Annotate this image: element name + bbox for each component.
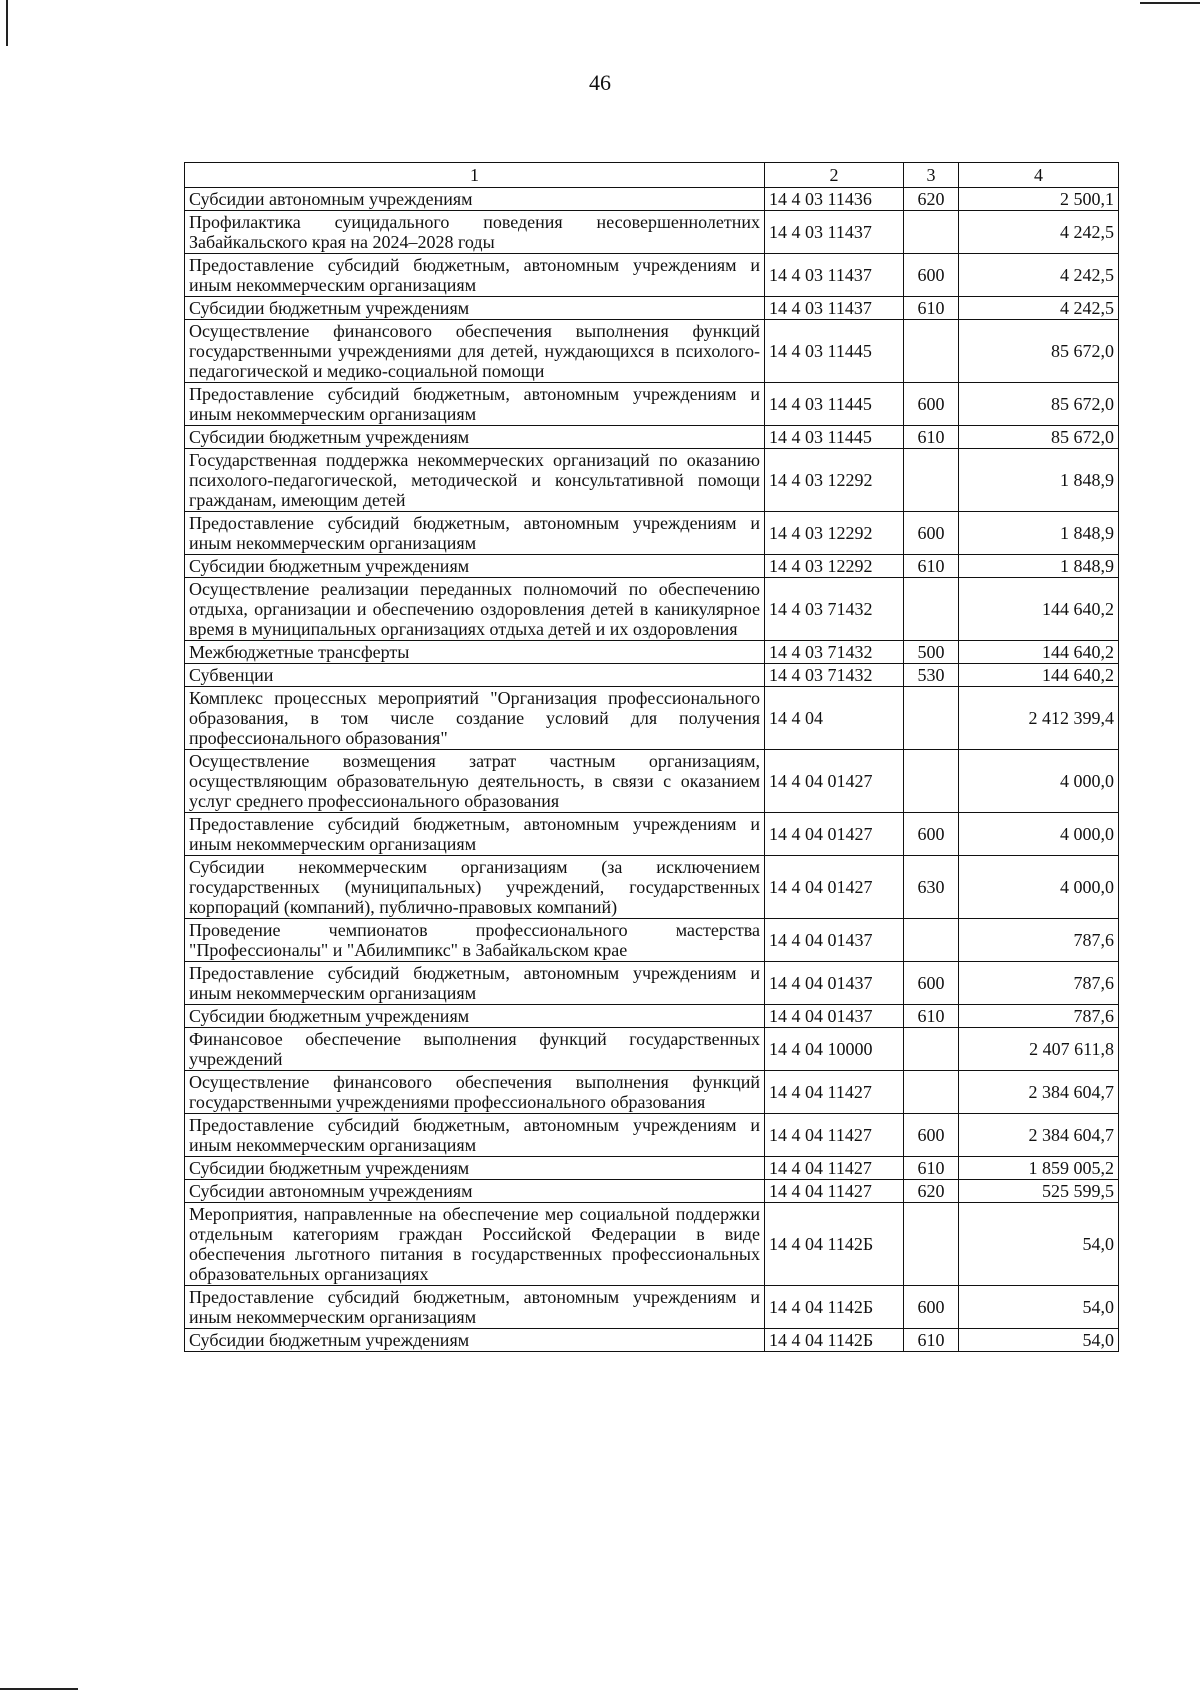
row-code-cell: 14 4 04 01437 — [765, 919, 904, 962]
row-code-cell: 14 4 04 01427 — [765, 813, 904, 856]
row-type-cell: 600 — [904, 254, 959, 297]
row-name-cell: Субсидии бюджетным учреждениям — [185, 1157, 765, 1180]
row-type-cell: 600 — [904, 1114, 959, 1157]
row-amount-cell: 144 640,2 — [959, 578, 1119, 641]
row-name-cell: Осуществление возмещения затрат частным организациям, осуществляющим образовательную деятельность, в связи с оказанием услуг среднего профессионального образования — [185, 750, 765, 813]
row-amount-cell: 144 640,2 — [959, 641, 1119, 664]
table-row — [185, 512, 1119, 555]
row-amount-cell: 2 412 399,4 — [959, 687, 1119, 750]
table-row — [185, 1180, 1119, 1203]
row-code-cell: 14 4 03 11445 — [765, 320, 904, 383]
row-name-cell: Осуществление финансового обеспечения выполнения функций государственными учреждениями для детей, нуждающихся в психолого-педагогической и медико-социальной помощи — [185, 320, 765, 383]
row-amount-cell: 787,6 — [959, 1005, 1119, 1028]
row-code-cell: 14 4 04 01427 — [765, 856, 904, 919]
row-type-cell: 610 — [904, 1005, 959, 1028]
row-name-cell: Государственная поддержка некоммерческих организаций по оказанию психолого-педагогической, методической и консультативной помощи гражданам, имеющим детей — [185, 449, 765, 512]
row-type-cell — [904, 687, 959, 750]
row-type-cell: 610 — [904, 426, 959, 449]
row-type-cell — [904, 449, 959, 512]
table-row — [185, 1286, 1119, 1329]
row-amount-cell: 1 848,9 — [959, 512, 1119, 555]
table-row — [185, 555, 1119, 578]
row-amount-cell: 54,0 — [959, 1286, 1119, 1329]
row-amount-cell: 4 000,0 — [959, 856, 1119, 919]
table-header-row — [185, 163, 1119, 188]
row-amount-cell: 4 242,5 — [959, 254, 1119, 297]
row-name-cell: Субсидии бюджетным учреждениям — [185, 426, 765, 449]
row-type-cell — [904, 1203, 959, 1286]
row-name-cell: Предоставление субсидий бюджетным, автономным учреждениям и иным некоммерческим организациям — [185, 254, 765, 297]
table-row — [185, 1114, 1119, 1157]
table-row — [185, 426, 1119, 449]
table-row — [185, 254, 1119, 297]
row-name-cell: Предоставление субсидий бюджетным, автономным учреждениям и иным некоммерческим организациям — [185, 1286, 765, 1329]
row-type-cell: 500 — [904, 641, 959, 664]
row-name-cell: Предоставление субсидий бюджетным, автономным учреждениям и иным некоммерческим организациям — [185, 813, 765, 856]
row-name-cell: Комплекс процессных мероприятий "Организация профессионального образования, в том числе создание условий для получения профессионального образования" — [185, 687, 765, 750]
table-row — [185, 664, 1119, 687]
row-name-cell: Субсидии автономным учреждениям — [185, 1180, 765, 1203]
row-code-cell: 14 4 03 71432 — [765, 641, 904, 664]
row-code-cell: 14 4 04 11427 — [765, 1114, 904, 1157]
row-type-cell: 530 — [904, 664, 959, 687]
row-amount-cell: 4 000,0 — [959, 750, 1119, 813]
column-header-3: 3 — [904, 163, 959, 188]
row-type-cell: 610 — [904, 1157, 959, 1180]
row-name-cell: Предоставление субсидий бюджетным, автономным учреждениям и иным некоммерческим организациям — [185, 383, 765, 426]
table-row — [185, 1005, 1119, 1028]
table-row — [185, 320, 1119, 383]
table-row — [185, 1071, 1119, 1114]
row-type-cell — [904, 211, 959, 254]
row-code-cell: 14 4 03 11437 — [765, 211, 904, 254]
row-code-cell: 14 4 03 11436 — [765, 188, 904, 211]
table-row — [185, 919, 1119, 962]
scan-edge-mark — [0, 1688, 78, 1690]
table-body — [185, 188, 1119, 1352]
row-amount-cell: 2 384 604,7 — [959, 1071, 1119, 1114]
table-row — [185, 1203, 1119, 1286]
table-row — [185, 1329, 1119, 1352]
row-amount-cell: 2 500,1 — [959, 188, 1119, 211]
row-amount-cell: 2 384 604,7 — [959, 1114, 1119, 1157]
table-row — [185, 578, 1119, 641]
row-code-cell: 14 4 04 11427 — [765, 1180, 904, 1203]
row-amount-cell: 787,6 — [959, 919, 1119, 962]
column-header-4: 4 — [959, 163, 1119, 188]
row-code-cell: 14 4 04 11427 — [765, 1071, 904, 1114]
row-name-cell: Субсидии бюджетным учреждениям — [185, 555, 765, 578]
row-type-cell — [904, 578, 959, 641]
row-type-cell — [904, 919, 959, 962]
table-row — [185, 750, 1119, 813]
row-code-cell: 14 4 03 11437 — [765, 297, 904, 320]
row-amount-cell: 1 859 005,2 — [959, 1157, 1119, 1180]
row-type-cell: 620 — [904, 188, 959, 211]
column-header-1: 1 — [185, 163, 765, 188]
row-amount-cell: 85 672,0 — [959, 426, 1119, 449]
row-amount-cell: 54,0 — [959, 1329, 1119, 1352]
row-name-cell: Мероприятия, направленные на обеспечение мер социальной поддержки отдельным категориям граждан Российской Федерации в виде обеспечения льготного питания в государственных профессиональных образовательных организациях — [185, 1203, 765, 1286]
table-row — [185, 856, 1119, 919]
row-type-cell: 620 — [904, 1180, 959, 1203]
table-row — [185, 211, 1119, 254]
row-name-cell: Профилактика суицидального поведения несовершеннолетних Забайкальского края на 2024–2028 годы — [185, 211, 765, 254]
page-number: 46 — [589, 70, 611, 95]
row-type-cell: 610 — [904, 555, 959, 578]
table-row — [185, 188, 1119, 211]
row-name-cell: Финансовое обеспечение выполнения функций государственных учреждений — [185, 1028, 765, 1071]
row-type-cell — [904, 320, 959, 383]
table-row — [185, 449, 1119, 512]
row-code-cell: 14 4 04 — [765, 687, 904, 750]
row-type-cell: 600 — [904, 1286, 959, 1329]
row-name-cell: Субсидии автономным учреждениям — [185, 188, 765, 211]
table-row — [185, 1028, 1119, 1071]
row-type-cell: 600 — [904, 962, 959, 1005]
row-amount-cell: 4 242,5 — [959, 211, 1119, 254]
column-header-2: 2 — [765, 163, 904, 188]
row-amount-cell: 525 599,5 — [959, 1180, 1119, 1203]
scan-edge-mark — [6, 0, 8, 46]
row-amount-cell: 4 000,0 — [959, 813, 1119, 856]
row-name-cell: Осуществление финансового обеспечения выполнения функций государственными учреждениями профессионального образования — [185, 1071, 765, 1114]
row-name-cell: Предоставление субсидий бюджетным, автономным учреждениям и иным некоммерческим организациям — [185, 1114, 765, 1157]
row-code-cell: 14 4 03 12292 — [765, 555, 904, 578]
row-name-cell: Осуществление реализации переданных полномочий по обеспечению отдыха, организации и обеспечению оздоровления детей в каникулярное время в муниципальных организациях отдыха детей и их оздоровления — [185, 578, 765, 641]
row-type-cell: 600 — [904, 813, 959, 856]
row-name-cell: Субсидии некоммерческим организациям (за исключением государственных (муниципальных) учреждений, государственных корпораций (компаний), публично-правовых компаний) — [185, 856, 765, 919]
row-name-cell: Предоставление субсидий бюджетным, автономным учреждениям и иным некоммерческим организациям — [185, 962, 765, 1005]
row-code-cell: 14 4 04 1142Б — [765, 1203, 904, 1286]
table-row — [185, 813, 1119, 856]
row-code-cell: 14 4 04 01437 — [765, 1005, 904, 1028]
row-code-cell: 14 4 03 11437 — [765, 254, 904, 297]
row-code-cell: 14 4 04 01437 — [765, 962, 904, 1005]
row-code-cell: 14 4 03 71432 — [765, 664, 904, 687]
table-row — [185, 297, 1119, 320]
row-name-cell: Субвенции — [185, 664, 765, 687]
row-code-cell: 14 4 04 1142Б — [765, 1286, 904, 1329]
row-amount-cell: 1 848,9 — [959, 449, 1119, 512]
row-amount-cell: 787,6 — [959, 962, 1119, 1005]
row-type-cell: 630 — [904, 856, 959, 919]
table-row — [185, 687, 1119, 750]
row-code-cell: 14 4 03 12292 — [765, 512, 904, 555]
row-name-cell: Субсидии бюджетным учреждениям — [185, 297, 765, 320]
row-amount-cell: 54,0 — [959, 1203, 1119, 1286]
row-type-cell — [904, 1028, 959, 1071]
row-code-cell: 14 4 03 11445 — [765, 426, 904, 449]
row-name-cell: Проведение чемпионатов профессионального мастерства "Профессионалы" и "Абилимпикс" в Забайкальском крае — [185, 919, 765, 962]
scan-edge-mark — [1140, 2, 1200, 4]
row-amount-cell: 85 672,0 — [959, 320, 1119, 383]
budget-table — [184, 162, 1119, 1352]
row-type-cell: 610 — [904, 297, 959, 320]
row-type-cell — [904, 1071, 959, 1114]
row-amount-cell: 85 672,0 — [959, 383, 1119, 426]
row-name-cell: Межбюджетные трансферты — [185, 641, 765, 664]
row-code-cell: 14 4 04 1142Б — [765, 1329, 904, 1352]
row-name-cell: Субсидии бюджетным учреждениям — [185, 1329, 765, 1352]
row-type-cell: 610 — [904, 1329, 959, 1352]
row-amount-cell: 1 848,9 — [959, 555, 1119, 578]
row-code-cell: 14 4 04 01427 — [765, 750, 904, 813]
row-amount-cell: 4 242,5 — [959, 297, 1119, 320]
row-type-cell: 600 — [904, 512, 959, 555]
row-code-cell: 14 4 03 12292 — [765, 449, 904, 512]
row-name-cell: Предоставление субсидий бюджетным, автономным учреждениям и иным некоммерческим организациям — [185, 512, 765, 555]
row-amount-cell: 2 407 611,8 — [959, 1028, 1119, 1071]
row-code-cell: 14 4 03 11445 — [765, 383, 904, 426]
row-type-cell: 600 — [904, 383, 959, 426]
row-code-cell: 14 4 03 71432 — [765, 578, 904, 641]
table-row — [185, 962, 1119, 1005]
table-row — [185, 641, 1119, 664]
row-code-cell: 14 4 04 11427 — [765, 1157, 904, 1180]
table-row — [185, 383, 1119, 426]
table-row — [185, 1157, 1119, 1180]
row-name-cell: Субсидии бюджетным учреждениям — [185, 1005, 765, 1028]
row-code-cell: 14 4 04 10000 — [765, 1028, 904, 1071]
row-amount-cell: 144 640,2 — [959, 664, 1119, 687]
row-type-cell — [904, 750, 959, 813]
